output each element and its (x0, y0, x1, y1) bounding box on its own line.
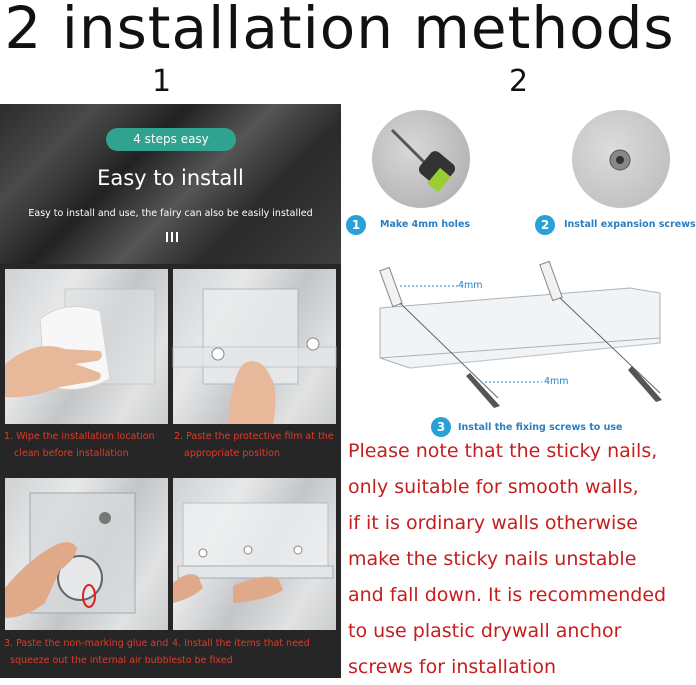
method-number-2: 2 (509, 64, 529, 99)
divider-tick (166, 232, 168, 242)
method2-step1-label: Make 4mm holes (380, 219, 471, 230)
step1-photo (5, 269, 168, 424)
method1-heading: Easy to install (97, 166, 244, 190)
method2-step3-badge: 3 (431, 417, 451, 437)
dimension-top-label: 4mm (458, 280, 483, 291)
install-shelf-illustration (173, 478, 336, 630)
method2-step1-badge: 1 (346, 215, 366, 235)
step2-photo (173, 269, 336, 424)
step3-photo (5, 478, 168, 630)
step3-caption: 3. Paste the non-marking glue and squeeze out the internal air bubbles (4, 638, 183, 666)
shelf-screw-diagram (370, 258, 675, 418)
step1-caption: 1. Wipe the installation location clean before installation (4, 431, 155, 459)
screw-head-icon (572, 110, 670, 208)
dimension-bottom-label: 4mm (544, 376, 569, 387)
page-title: 2 installation methods (4, 0, 675, 62)
method-number-1: 1 (152, 64, 172, 99)
method1-panel (0, 104, 341, 678)
divider-tick (171, 232, 173, 242)
drill-photo (372, 110, 470, 208)
step2-caption: 2. Paste the protective film at the appropriate position (174, 431, 334, 459)
press-glue-illustration (5, 478, 168, 630)
method1-subheading: Easy to install and use, the fairy can also be easily installed (28, 208, 313, 219)
step4-photo (173, 478, 336, 630)
method2-step2-badge: 2 (535, 215, 555, 235)
method2-step2-label: Install expansion screws (564, 219, 696, 230)
wiping-hand-illustration (5, 269, 168, 424)
method2-step3-label: Install the fixing screws to use (458, 422, 623, 433)
divider-tick (176, 232, 178, 242)
paste-film-illustration (173, 269, 336, 424)
warning-note: Please note that the sticky nails, only suitable for smooth walls, if it is ordinary walls otherwise make the sticky nails unstable and fall down. It is recommended to use plastic drywall anchor screws for installation (348, 440, 667, 678)
steps-pill: 4 steps easy (106, 128, 236, 151)
drill-icon (372, 110, 470, 208)
step4-caption: 4. Install the items that need to be fixed (172, 638, 310, 666)
screw-photo (572, 110, 670, 208)
